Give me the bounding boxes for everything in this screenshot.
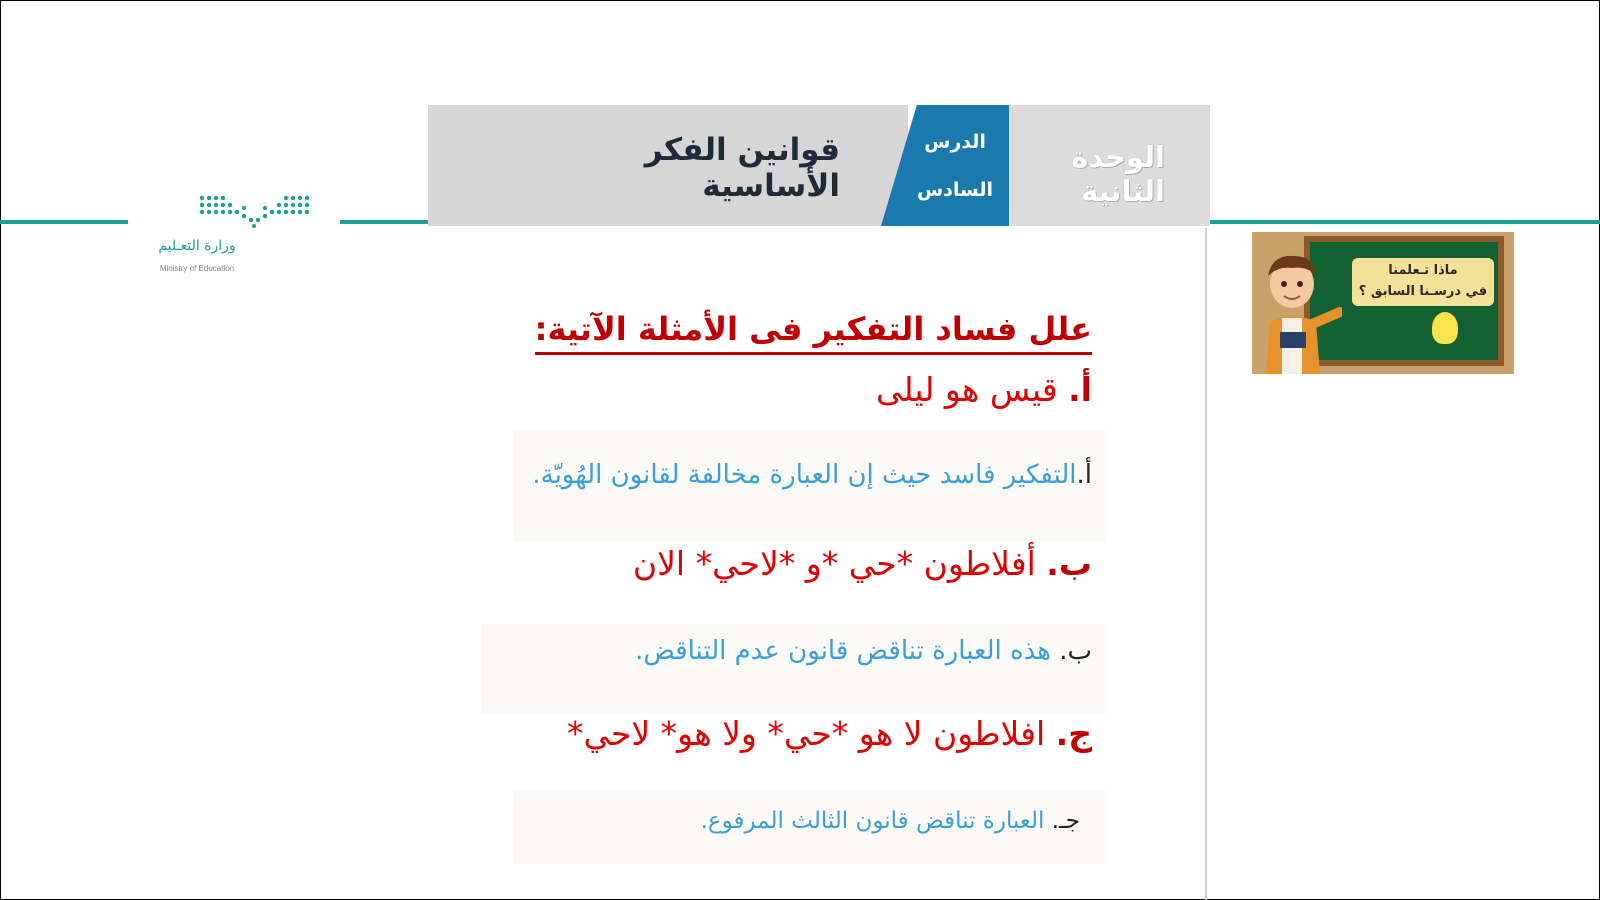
answer-a xyxy=(532,460,1092,490)
teacher-figure-icon xyxy=(1252,232,1342,374)
lightbulb-icon xyxy=(1432,312,1458,344)
answer-b xyxy=(635,636,1092,666)
teal-line-mid xyxy=(340,220,430,224)
answer-b-text: هذه العبارة تناقض قانون عدم التناقض. xyxy=(635,636,1051,666)
answer-b-label: ب. xyxy=(1059,636,1092,666)
question-b-label: ب. xyxy=(1046,544,1092,583)
answer-c xyxy=(701,808,1080,834)
teal-line-right xyxy=(1210,220,1600,224)
answer-c-label: جـ. xyxy=(1051,808,1080,834)
vertical-divider xyxy=(1205,228,1207,900)
answer-a-text: التفكير فاسد حيث إن العبارة مخالفة لقانون الهُويّة. xyxy=(532,460,1077,490)
question-b-text: أفلاطون *حي *و *لاحي* الان xyxy=(632,544,1036,583)
exercise-heading: علل فساد التفكير فى الأمثلة الآتية: xyxy=(535,310,1092,355)
answer-a-label: أ. xyxy=(1076,460,1092,490)
teacher-illustration xyxy=(1252,232,1514,374)
question-c-label: ج. xyxy=(1055,714,1092,753)
answer-c-text: العبارة تناقض قانون الثالث المرفوع. xyxy=(700,808,1045,834)
question-c xyxy=(567,714,1092,753)
ministry-logo-dots-icon xyxy=(198,194,310,230)
unit-label: الوحدة الثانية xyxy=(1071,140,1165,208)
board-note-line1: ماذا تـعلمنا xyxy=(1388,263,1458,278)
board-note xyxy=(1352,258,1494,306)
lesson-number xyxy=(905,118,1005,214)
lesson-title: قوانين الفكر الأساسية xyxy=(644,132,840,204)
lesson-word: الدرس xyxy=(924,131,986,153)
question-a xyxy=(876,370,1092,409)
question-a-text: قيس هو ليلى xyxy=(875,370,1058,409)
ministry-name-arabic: وزارة التعـليم xyxy=(158,238,236,254)
ministry-logo xyxy=(138,190,278,280)
ministry-name-english: Ministry of Education xyxy=(159,264,235,273)
question-b xyxy=(633,544,1092,583)
question-c-text: افلاطون لا هو *حي* ولا هو* لاحي* xyxy=(566,714,1046,753)
question-a-label: أ. xyxy=(1068,370,1092,409)
board-note-line2: في درسـنا السابق ؟ xyxy=(1358,284,1488,299)
teal-line-left xyxy=(0,220,128,224)
lesson-ordinal: السادس xyxy=(916,179,994,201)
